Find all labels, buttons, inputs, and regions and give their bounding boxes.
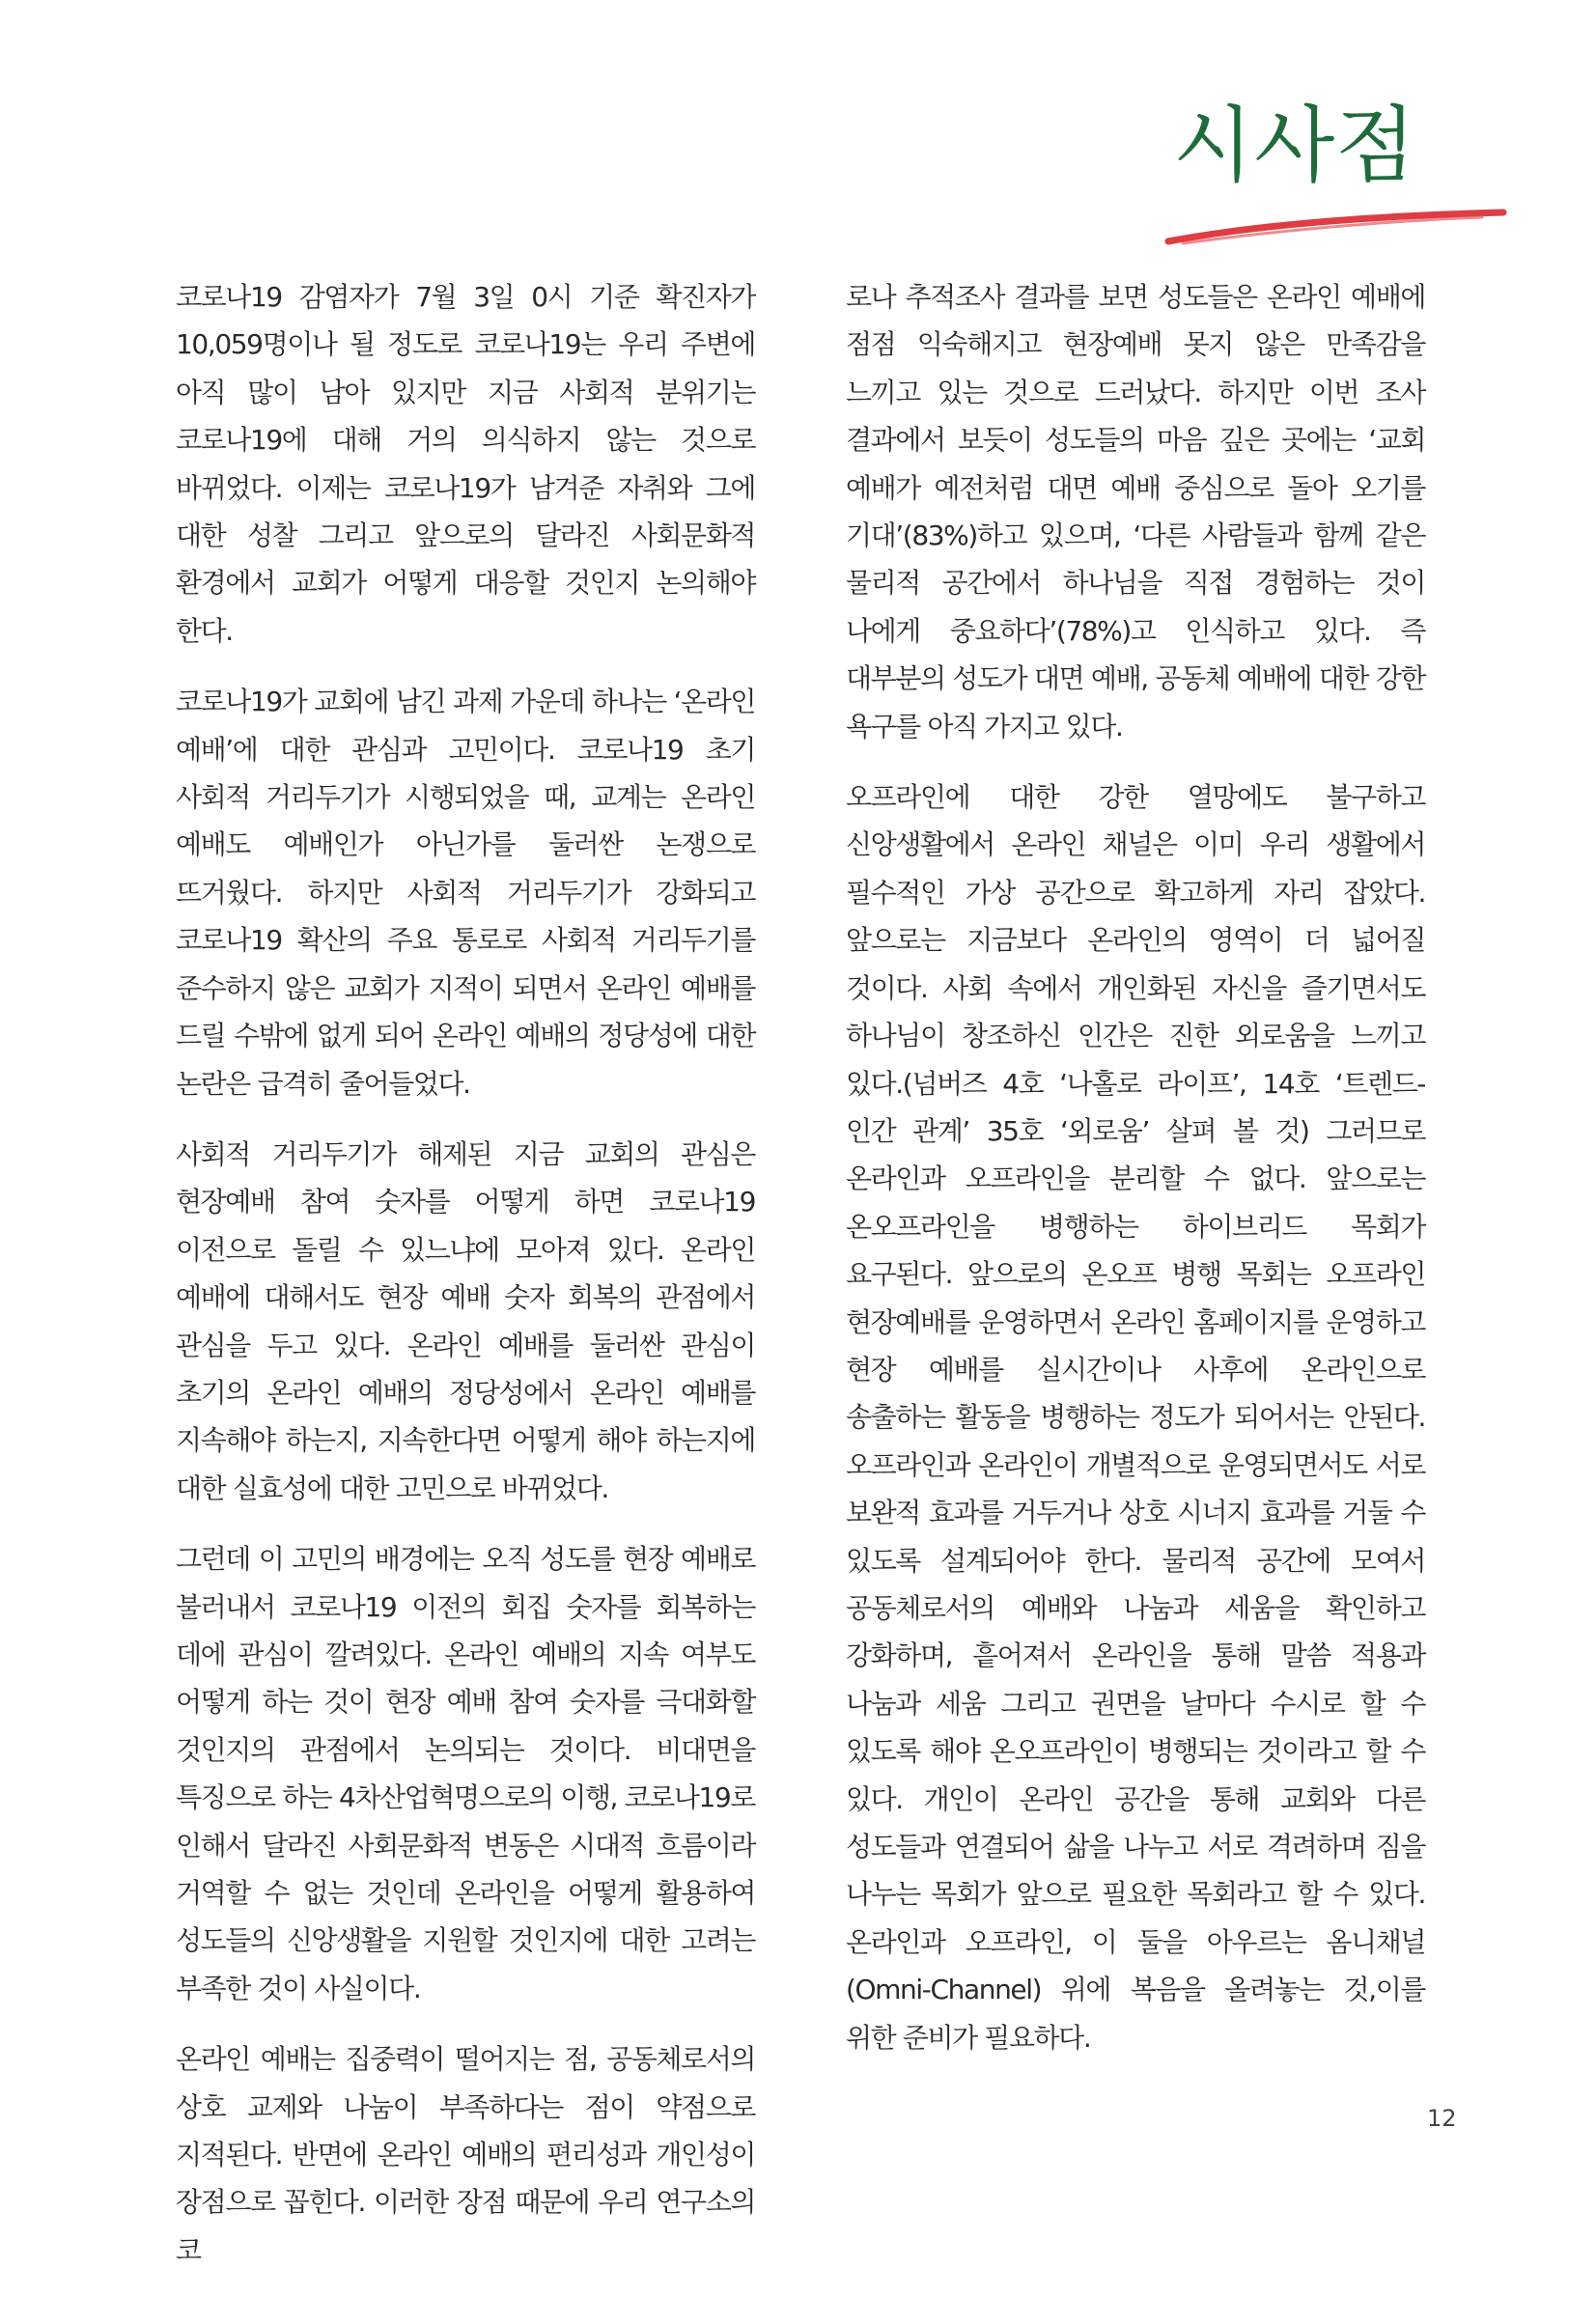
red-brush-stroke [1163, 203, 1511, 251]
page-number: 12 [1427, 2105, 1457, 2132]
paragraph: 사회적 거리두기가 해제된 지금 교회의 관심은 현장예배 참여 숫자를 어떻게 하면 코로나19 이전으로 돌릴 수 있느냐에 모아져 있다. 온라인 예배에 대해서도 현장 예배 숫자 회복의 관점에서 관심을 두고 있다. 온라인 예배를 둘러싼 관심이 초기의 온라인 예배의 정당성에서 온라인 예배를 지속해야 하는지, 지속한다면 어떻게 해야 하는지에 대한 실효성에 대한 고민으로 바뀌었다. [176, 1137, 755, 1504]
page-title: 시사점 [1173, 98, 1417, 194]
paragraph: 그런데 이 고민의 배경에는 오직 성도를 현장 예배로 불러내서 코로나19 이전의 회집 숫자를 회복하는 데에 관심이 깔려있다. 온라인 예배의 지속 여부도 어떻게 하는 것이 현장 예배 참여 숫자를 극대화할 것인지의 관점에서 논의되는 것이다. 비대면을 특징으로 하는 4차산업혁명으로의 이행, 코로나19로 인해서 달라진 사회문화적 변동은 시대적 흐름이라 거역할 수 없는 것인데 온라인을 어떻게 활용하여 성도들의 신앙생활을 지원할 것인지에 대한 고려는 부족한 것이 사실이다. [176, 1543, 755, 2004]
right-text-column [846, 273, 1425, 2085]
paragraph: 로나 추적조사 결과를 보면 성도들은 온라인 예배에 점점 익숙해지고 현장예배 못지 않은 만족감을 느끼고 있는 것으로 드러났다. 하지만 이번 조사 결과에서 보듯이 성도들의 마음 깊은 곳에는 ‘교회 예배가 예전처럼 대면 예배 중심으로 돌아 오기를 기대’(83%)하고 있으며, ‘다른 사람들과 함께 같은 물리적 공간에서 하나님을 직접 경험하는 것이 나에게 중요하다’(78%)고 인식하고 있다. 즉 대부분의 성도가 대면 예배, 공동체 예배에 대한 강한 욕구를 아직 가지고 있다. [846, 281, 1425, 742]
paragraph: 코로나19 감염자가 7월 3일 0시 기준 확진자가 10,059명이나 될 정도로 코로나19는 우리 주변에 아직 많이 남아 있지만 지금 사회적 분위기는 코로나19에 대해 거의 의식하지 않는 것으로 바뀌었다. 이제는 코로나19가 남겨준 자취와 그에 대한 성찰 그리고 앞으로의 달라진 사회문화적 환경에서 교회가 어떻게 대응할 것인지 논의해야 한다. [176, 281, 755, 647]
left-text-column [176, 273, 755, 2297]
paragraph: 오프라인에 대한 강한 열망에도 불구하고 신앙생활에서 온라인 채널은 이미 우리 생활에서 필수적인 가상 공간으로 확고하게 자리 잡았다. 앞으로는 지금보다 온라인의 영역이 더 넓어질 것이다. 사회 속에서 개인화된 자신을 즐기면서도 하나님이 창조하신 인간은 진한 외로움을 느끼고 있다.(넘버즈 4호 ‘나홀로 라이프’, 14호 ‘트렌드-인간 관계’ 35호 ‘외로움’ 살펴 볼 것) 그러므로 온라인과 오프라인을 분리할 수 없다. 앞으로는 온오프라인을 병행하는 하이브리드 목회가 요구된다. 앞으로의 온오프 병행 목회는 오프라인 현장예배를 운영하면서 온라인 홈페이지를 운영하고 현장 예배를 실시간이나 사후에 온라인으로 송출하는 활동을 병행하는 정도가 되어서는 안된다. 오프라인과 온라인이 개별적으로 운영되면서도 서로 보완적 효과를 거두거나 상호 시너지 효과를 거둘 수 있도록 설계되어야 한다. 물리적 공간에 모여서 공동체로서의 예배와 나눔과 세움을 확인하고 강화하며, 흩어져서 온라인을 통해 말씀 적용과 나눔과 세움 그리고 권면을 날마다 수시로 할 수 있도록 해야 온오프라인이 병행되는 것이라고 할 수 있다. 개인이 온라인 공간을 통해 교회와 다른 성도들과 연결되어 삶을 나누고 서로 격려하며 짐을 나누는 목회가 앞으로 필요한 목회라고 할 수 있다. 온라인과 오프라인, 이 둘을 아우르는 옴니채널(Omni-Channel) 위에 복음을 올려놓는 것,이를 위한 준비가 필요하다. [846, 781, 1425, 2054]
paragraph: 코로나19가 교회에 남긴 과제 가운데 하나는 ‘온라인 예배’에 대한 관심과 고민이다. 코로나19 초기 사회적 거리두기가 시행되었을 때, 교계는 온라인 예배도 예배인가 아닌가를 둘러싼 논쟁으로 뜨거웠다. 하지만 사회적 거리두기가 강화되고 코로나19 확산의 주요 통로로 사회적 거리두기를 준수하지 않은 교회가 지적이 되면서 온라인 예배를 드릴 수밖에 없게 되어 온라인 예배의 정당성에 대한 논란은 급격히 줄어들었다. [176, 686, 755, 1100]
paragraph: 온라인 예배는 집중력이 떨어지는 점, 공동체로서의 상호 교제와 나눔이 부족하다는 점이 약점으로 지적된다. 반면에 온라인 예배의 편리성과 개인성이 장점으로 꼽힌다. 이러한 장점 때문에 우리 연구소의 코 [176, 2043, 755, 2266]
